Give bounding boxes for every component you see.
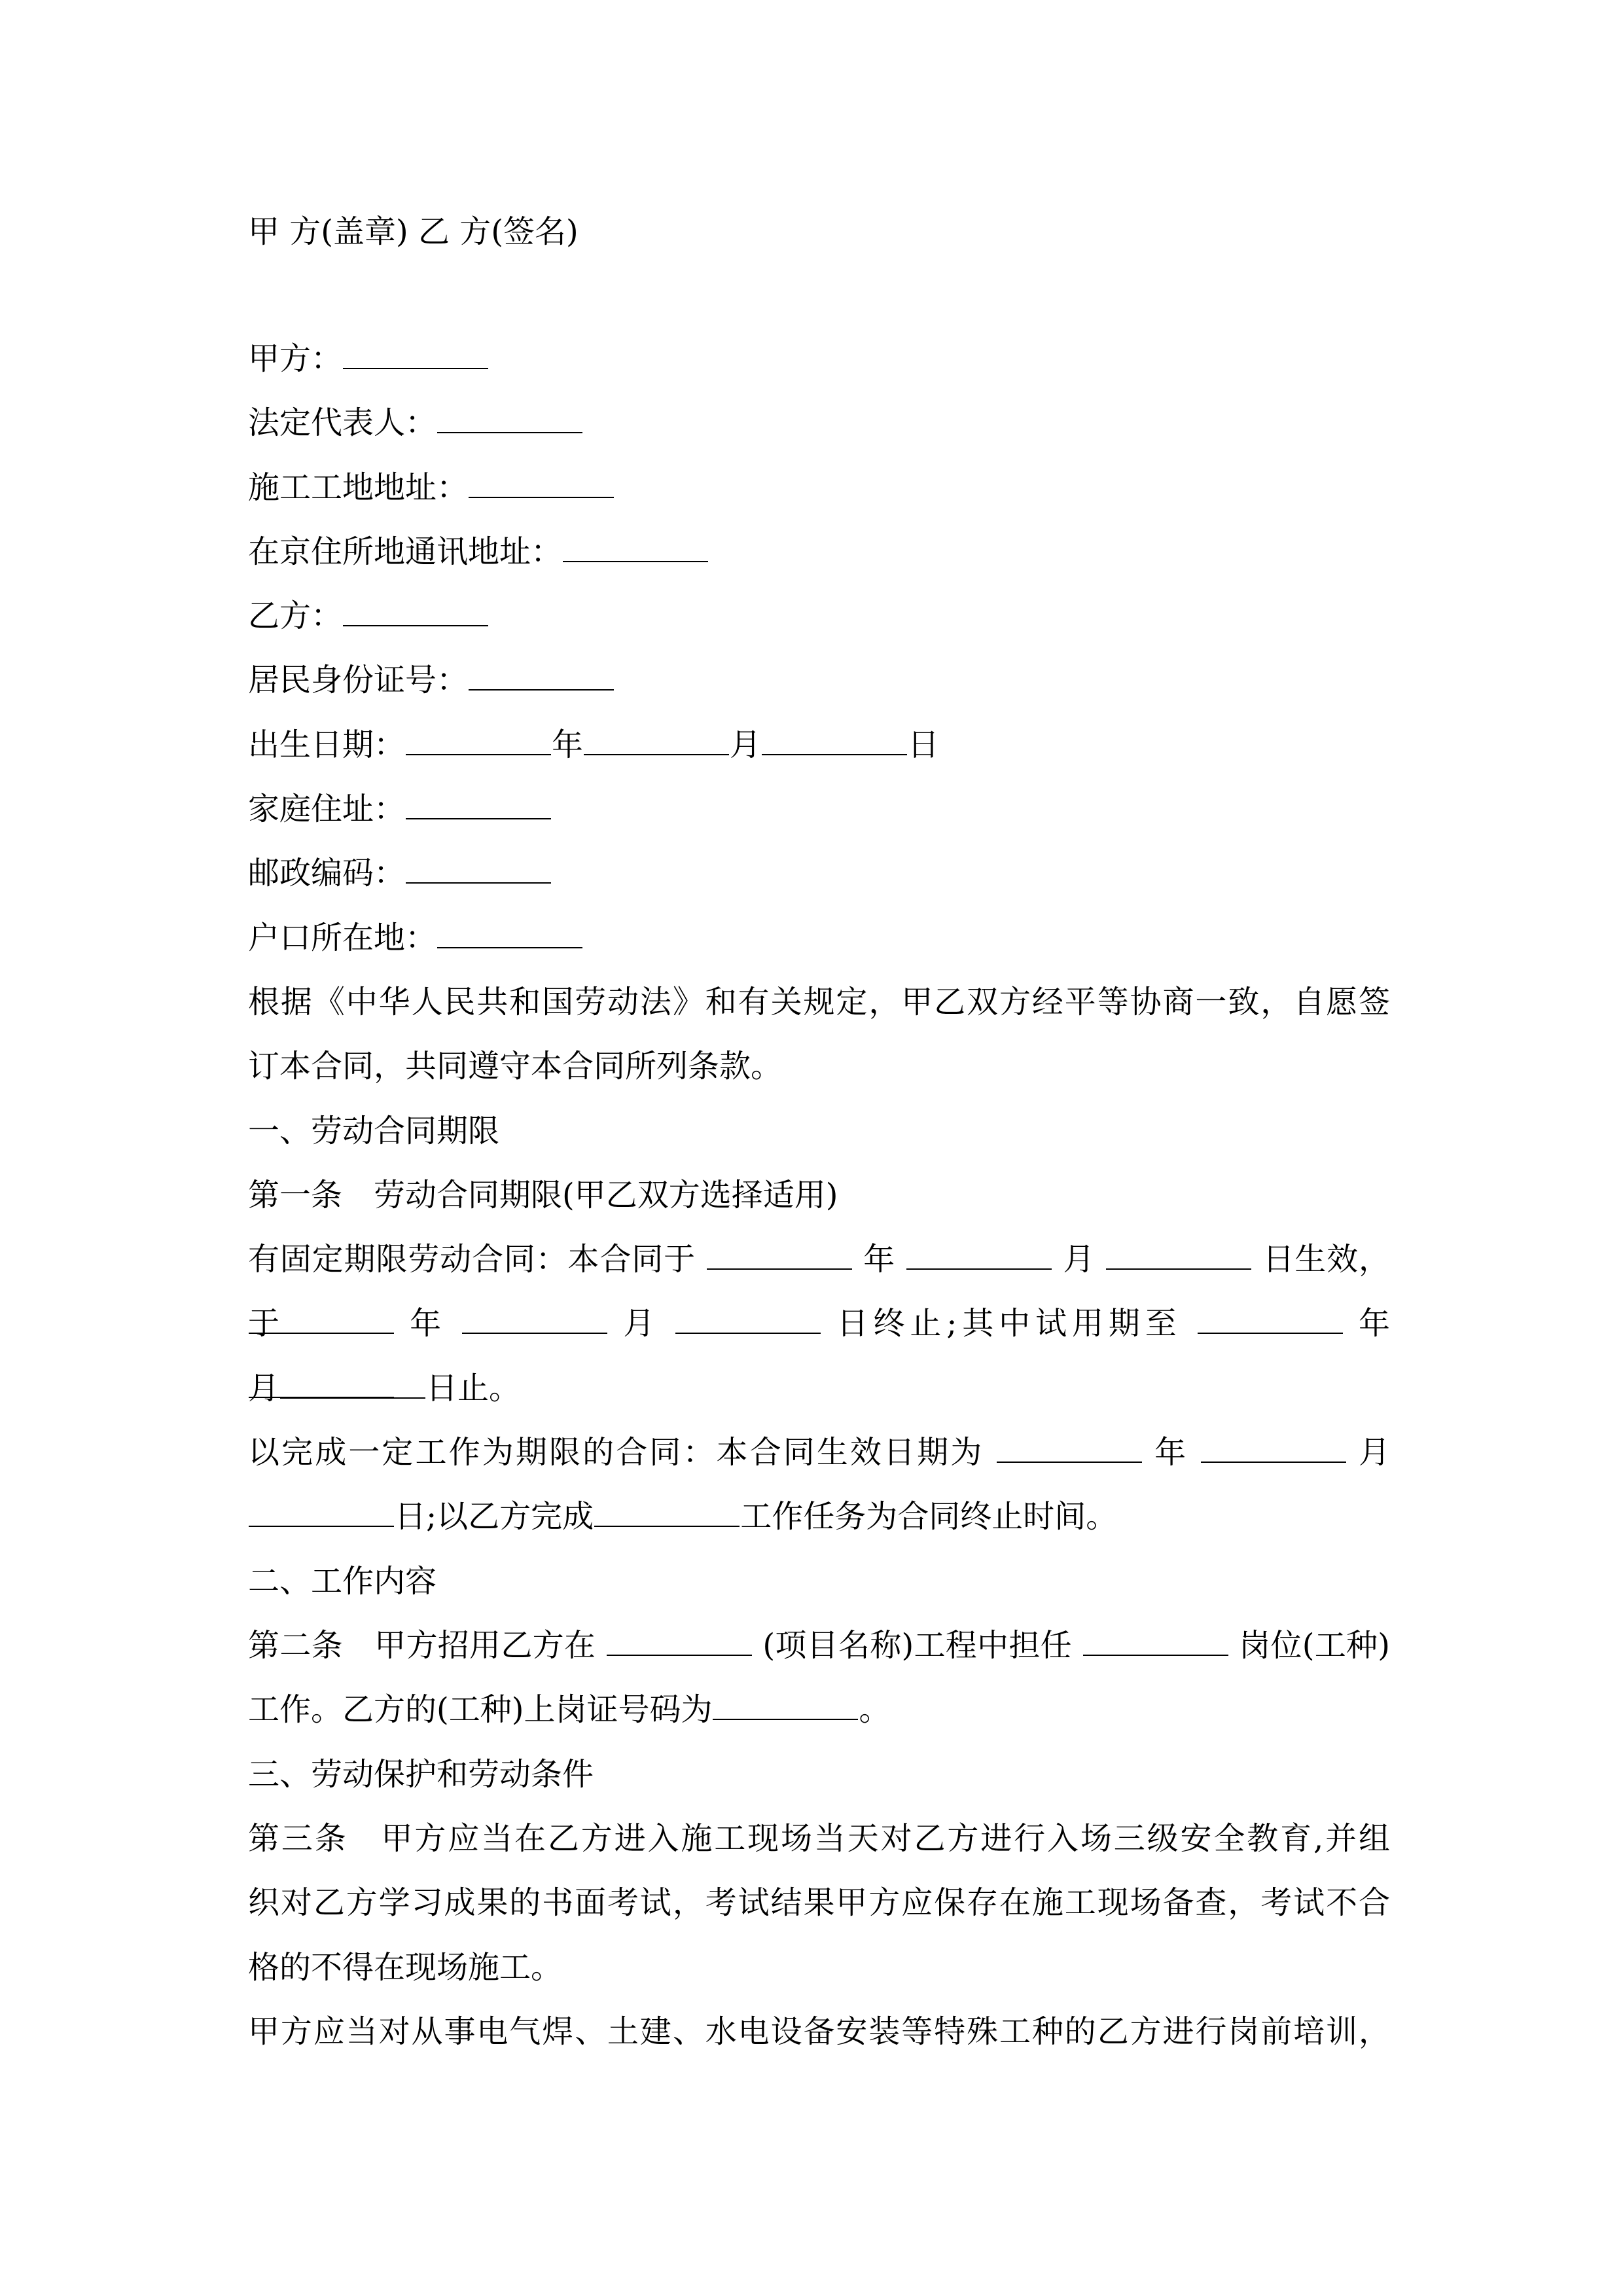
line-text: 出生日期： xyxy=(248,726,406,763)
line-text: 年 xyxy=(863,1241,896,1278)
contract-text-line xyxy=(248,1291,1390,1355)
fill-in-blank xyxy=(607,1654,752,1656)
line-text: 以完成一定工作为期限的合同：本合同生效日期为 xyxy=(248,1434,984,1471)
fill-in-blank xyxy=(343,624,488,626)
line-text: 订本合同，共同遵守本合同所列条款。 xyxy=(248,1048,783,1085)
contract-text-line xyxy=(248,906,583,970)
contract-text-line xyxy=(248,327,489,391)
contract-text-line xyxy=(248,1099,499,1163)
line-text: 日 xyxy=(908,726,940,763)
line-text: 二、工作内容 xyxy=(248,1563,437,1600)
line-text: 格的不得在现场施工。 xyxy=(248,1949,563,1986)
contract-text-line xyxy=(248,1742,594,1806)
fill-in-blank xyxy=(343,367,488,369)
contract-text-line xyxy=(248,1549,437,1613)
contract-text-line xyxy=(248,841,552,905)
contract-text-line xyxy=(248,713,939,777)
fill-in-blank xyxy=(1083,1654,1228,1656)
fill-in-blank xyxy=(1201,1461,1346,1463)
contract-text-line xyxy=(248,1677,890,1742)
line-text: 乙方： xyxy=(248,598,343,634)
line-text: 年 xyxy=(410,1305,447,1342)
fill-in-blank xyxy=(906,1268,1052,1270)
line-text: 日生效，于 xyxy=(248,1241,1390,1342)
line-text: 织对乙方学习成果的书面考试，考试结果甲方应保存在施工现场备查，考试不合 xyxy=(248,1884,1390,1921)
line-text: 年 xyxy=(1154,1434,1188,1471)
line-text: 岗位(工种) xyxy=(1239,1627,1391,1664)
line-text: 第一条 劳动合同期限(甲乙双方选择适用) xyxy=(248,1177,838,1213)
fill-in-blank xyxy=(675,1332,821,1334)
contract-text-line xyxy=(248,970,1390,1034)
contract-text-line xyxy=(248,648,615,712)
fill-in-blank xyxy=(594,1525,740,1527)
line-text: 家庭住址： xyxy=(248,791,406,827)
fill-in-blank xyxy=(437,946,582,948)
line-text: 第二条 甲方招用乙方在 xyxy=(248,1627,596,1664)
contract-text-line xyxy=(248,1034,782,1098)
contract-text-line xyxy=(248,1871,1390,1935)
contract-text-line xyxy=(248,520,709,584)
line-text: 户口所在地： xyxy=(248,920,437,956)
fill-in-blank xyxy=(469,496,614,498)
line-text: 年 xyxy=(552,726,584,763)
fill-in-blank xyxy=(437,431,582,433)
contract-text-line xyxy=(248,1613,1390,1677)
line-text: 月 xyxy=(1358,1434,1390,1471)
line-text: 在京住所地通讯地址： xyxy=(248,533,563,570)
fill-in-blank xyxy=(462,1332,607,1334)
line-text: 法定代表人： xyxy=(248,404,437,441)
line-text: 居民身份证号： xyxy=(248,662,469,698)
line-text: 根据《中华人民共和国劳动法》和有关规定，甲乙双方经平等协商一致，自愿签 xyxy=(248,984,1390,1020)
line-text: 甲方应当对从事电气焊、土建、水电设备安装等特殊工种的乙方进行岗前培训， xyxy=(248,2013,1390,2050)
contract-text-line xyxy=(248,456,615,520)
contract-text-line xyxy=(248,584,489,648)
contract-text-line xyxy=(248,1356,520,1420)
fill-in-blank xyxy=(563,560,708,562)
line-text: 。 xyxy=(859,1691,891,1728)
fill-in-blank xyxy=(713,1718,858,1720)
signature-header-line xyxy=(248,200,579,264)
line-text: 有固定期限劳动合同：本合同于 xyxy=(248,1241,696,1278)
line-text: 一、劳动合同期限 xyxy=(248,1113,500,1149)
line-text: 日止。 xyxy=(426,1370,521,1407)
fill-in-blank xyxy=(762,753,907,755)
fill-in-blank xyxy=(249,1332,394,1334)
line-text: 工作任务为合同终止时间。 xyxy=(740,1498,1118,1535)
fill-in-blank xyxy=(997,1461,1142,1463)
contract-text-line xyxy=(248,1484,1117,1549)
fill-in-blank xyxy=(406,753,551,755)
line-text: 月 xyxy=(1063,1241,1096,1278)
line-text: (项目名称)工程中担任 xyxy=(762,1627,1072,1664)
line-text: 月 xyxy=(623,1305,660,1342)
line-text: 日;以乙方完成 xyxy=(395,1498,594,1535)
line-text: 月 xyxy=(248,1370,280,1407)
fill-in-blank xyxy=(1106,1268,1251,1270)
contract-text-line xyxy=(248,1935,562,2000)
fill-in-blank xyxy=(280,1397,425,1399)
line-text: 年 xyxy=(1358,1305,1390,1342)
fill-in-blank xyxy=(707,1268,852,1270)
line-text: 工作。乙方的(工种)上岗证号码为 xyxy=(248,1691,713,1728)
line-text: 甲 方(盖章) 乙 方(签名) xyxy=(248,213,579,250)
contract-text-line xyxy=(248,1420,1390,1484)
fill-in-blank xyxy=(469,689,614,691)
contract-text-line xyxy=(248,1806,1390,1871)
line-text: 月 xyxy=(730,726,762,763)
fill-in-blank xyxy=(249,1525,394,1527)
line-text: 第三条 甲方应当在乙方进入施工现场当天对乙方进行入场三级安全教育,并组 xyxy=(248,1820,1390,1857)
contract-text-line xyxy=(248,391,583,455)
line-text: 邮政编码： xyxy=(248,855,406,891)
contract-text-line xyxy=(248,1163,838,1227)
contract-text-line xyxy=(248,2000,1390,2064)
line-text: 施工工地地址： xyxy=(248,469,469,506)
contract-text-line xyxy=(248,777,552,841)
fill-in-blank xyxy=(584,753,729,755)
fill-in-blank xyxy=(1198,1332,1343,1334)
line-text: 三、劳动保护和劳动条件 xyxy=(248,1756,594,1793)
fill-in-blank xyxy=(406,882,551,884)
line-text: 甲方： xyxy=(248,340,343,377)
line-text: 日终止;其中试用期至 xyxy=(836,1305,1182,1342)
fill-in-blank xyxy=(406,817,551,819)
